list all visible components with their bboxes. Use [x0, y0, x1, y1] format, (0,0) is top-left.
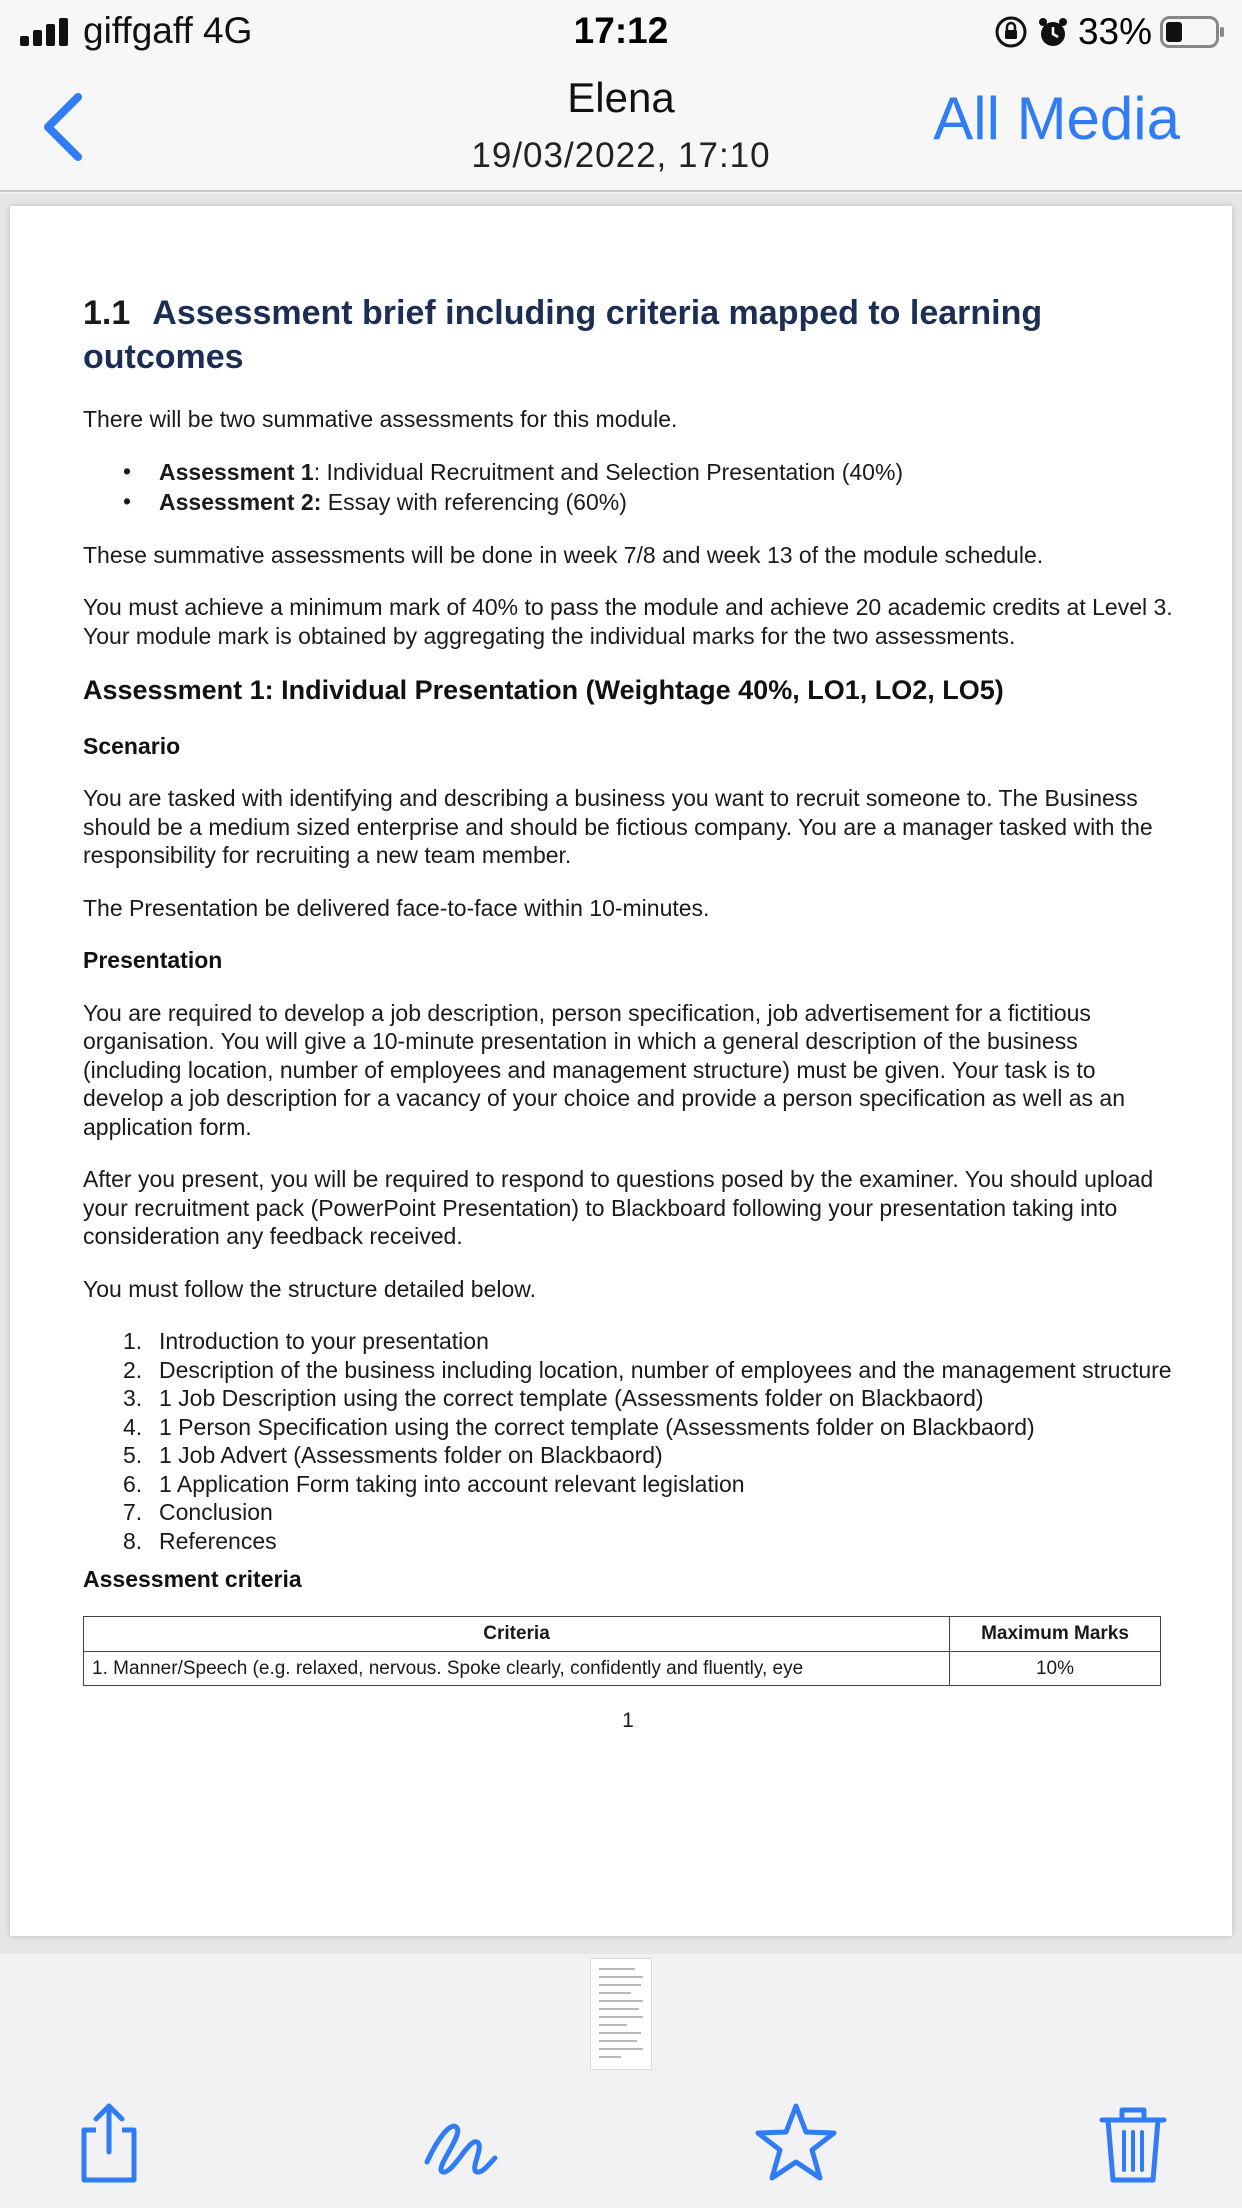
list-item: 4. 1 Person Specification using the correct template (Assessments folder on Blackbaord)	[123, 1413, 1035, 1440]
list-item	[123, 458, 1173, 487]
heading-number: 1.1	[83, 294, 131, 332]
status-bar	[0, 0, 1242, 62]
alarm-icon	[1036, 15, 1070, 49]
list-item	[123, 488, 1173, 517]
assessment-list	[123, 458, 1173, 517]
list-item: 3. 1 Job Description using the correct template (Assessments folder on Blackbaord)	[123, 1385, 984, 1412]
page-thumbnail[interactable]	[590, 1958, 652, 2070]
list-item: 2. Description of the business including location, number of employees and the management structure	[123, 1356, 1172, 1383]
list-item: 5. 1 Job Advert (Assessments folder on Blackbaord)	[123, 1442, 663, 1469]
thumbnail-preview	[591, 1959, 651, 2069]
favorite-star-icon[interactable]	[753, 2100, 839, 2186]
carrier-label: giffgaff 4G	[83, 10, 253, 51]
status-time: 17:12	[573, 10, 669, 51]
structure-list	[123, 1327, 1173, 1555]
table-cell: 10%	[950, 1651, 1161, 1686]
heading-text: Assessment brief including criteria mapped to learning outcomes	[83, 294, 1043, 376]
pass-info-text: You must achieve a minimum mark of 40% to pass the module and achieve 20 academic credits at Level 3. Your module mark is obtained by aggregating the individual marks for the two assessments.	[83, 594, 1173, 649]
assessment-text: Essay with referencing (60%)	[321, 489, 627, 516]
document-content	[83, 292, 1173, 1734]
list-item: 1. Introduction to your presentation	[123, 1328, 489, 1355]
battery-icon	[1160, 16, 1226, 48]
list-item: 6. 1 Application Form taking into account relevant legislation	[123, 1470, 745, 1497]
assessment-label: Assessment 1	[159, 458, 314, 485]
list-item: 8. References	[123, 1527, 277, 1554]
timing-text: These summative assessments will be done in week 7/8 and week 13 of the module schedule.	[83, 541, 1044, 568]
trash-icon[interactable]	[1090, 2100, 1176, 2186]
criteria-table	[83, 1616, 1161, 1686]
bottom-toolbar	[0, 2078, 1242, 2208]
intro-text: There will be two summative assessments for this module.	[83, 406, 678, 433]
markup-icon[interactable]	[417, 2100, 503, 2186]
presentation-text: You are required to develop a job description, person specification, job advertisement for a fictitious organisation. You will give a 10-minute presentation in which a general description of the business (including location, number of employees and management structure) must be given. Your task is to develop a job description for a vacancy of your choice and provide a person specification as well as an application form.	[83, 999, 1125, 1140]
share-icon[interactable]	[66, 2100, 152, 2186]
delivery-text: The Presentation be delivered face-to-face within 10-minutes.	[83, 894, 710, 921]
page-number: 1	[622, 1709, 634, 1733]
document-heading	[83, 292, 1173, 379]
scenario-heading: Scenario	[83, 732, 181, 759]
after-present-text: After you present, you will be required to respond to questions posed by the examiner. You should upload your recruitment pack (PowerPoint Presentation) to Blackboard following your presentation taking into consideration any feedback received.	[83, 1166, 1154, 1250]
orientation-lock-icon	[994, 15, 1028, 49]
assessment1-heading: Assessment 1: Individual Presentation (Weightage 40%, LO1, LO2, LO5)	[83, 675, 1004, 706]
all-media-button[interactable]: All Media	[933, 85, 1180, 152]
table-header: Criteria	[84, 1616, 950, 1651]
table-header-row	[84, 1616, 1161, 1651]
battery-percent: 33%	[1077, 11, 1152, 52]
nav-title: Elena	[567, 74, 675, 121]
assessment-text: : Individual Recruitment and Selection Presentation (40%)	[313, 458, 904, 485]
list-item: 7. Conclusion	[123, 1499, 273, 1526]
assessment-label: Assessment 2:	[159, 489, 322, 516]
table-header: Maximum Marks	[950, 1616, 1161, 1651]
structure-intro: You must follow the structure detailed below.	[83, 1275, 537, 1302]
scenario-text: You are tasked with identifying and describing a business you want to recruit someone to. The Business should be a medium sized enterprise and should be fictious company. You are a manager tasked with the responsibility for recruiting a new team member.	[83, 785, 1153, 869]
document-viewer[interactable]	[0, 194, 1242, 1954]
table-cell: 1. Manner/Speech (e.g. relaxed, nervous. Spoke clearly, confidently and fluently, eye	[84, 1651, 950, 1686]
table-row	[84, 1651, 1161, 1686]
navigation-bar	[0, 62, 1242, 192]
presentation-heading: Presentation	[83, 947, 223, 974]
nav-subtitle-date: 19/03/2022, 17:10	[471, 136, 771, 175]
document-page	[10, 206, 1232, 1936]
criteria-heading: Assessment criteria	[83, 1566, 302, 1593]
